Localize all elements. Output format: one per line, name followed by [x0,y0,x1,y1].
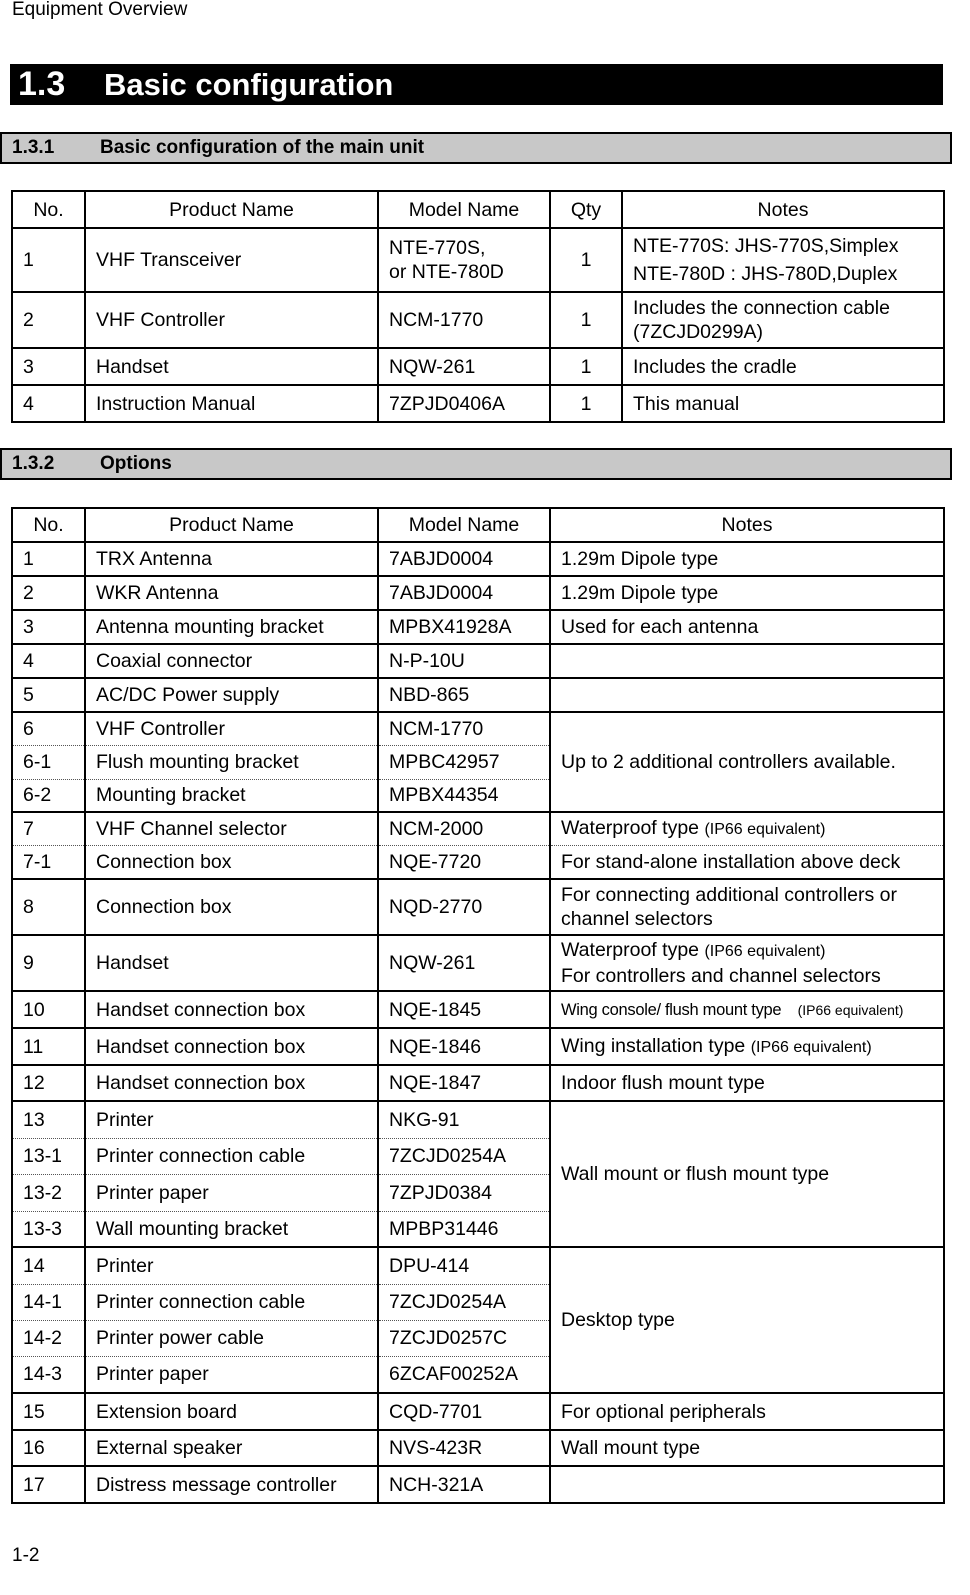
table-row [12,1466,944,1503]
cell-product: Printer connection cable [85,1138,378,1174]
cell-product: VHF Transceiver [85,228,378,292]
cell-model: NQW-261 [378,935,550,991]
cell-no: 14 [12,1247,85,1284]
subsection-title: Options [100,453,172,474]
table-row [12,385,944,422]
cell-model: MPBP31446 [378,1211,550,1247]
table-row [12,845,944,879]
cell-product: Printer power cable [85,1320,378,1356]
cell-notes [550,644,944,678]
cell-notes: For optional peripherals [550,1393,944,1430]
cell-notes: For stand-alone installation above deck [550,845,944,879]
header-cell: Qty [550,191,622,228]
cell-qty: 1 [550,385,622,422]
cell-notes-group: Wall mount or flush mount type [550,1101,944,1247]
cell-no: 14-1 [12,1284,85,1320]
cell-model: 7ZCJD0257C [378,1320,550,1356]
cell-model: N-P-10U [378,644,550,678]
note-line: Includes the connection cable [633,297,890,319]
cell-model: NQE-1847 [378,1065,550,1101]
cell-no: 3 [12,348,85,385]
cell-product: Handset connection box [85,1028,378,1065]
cell-no: 7-1 [12,845,85,879]
cell-no: 9 [12,935,85,991]
cell-no: 17 [12,1466,85,1503]
cell-product: Mounting bracket [85,779,378,812]
cell-no: 14-2 [12,1320,85,1356]
table-row [12,1028,944,1065]
running-header: Equipment Overview [12,0,188,20]
table-row [12,812,944,845]
subsection-heading-main-unit [0,132,952,164]
header-cell: Notes [622,191,944,228]
section-number: 1.3 [18,65,66,103]
table-row [12,292,944,348]
model-line: or NTE-780D [389,261,504,283]
cell-product: Extension board [85,1393,378,1430]
note-text: Waterproof type [561,816,700,839]
cell-notes [550,1466,944,1503]
table-row [12,228,944,292]
cell-no: 4 [12,385,85,422]
cell-no: 8 [12,879,85,935]
table-row [12,348,944,385]
cell-model: 7ZPJD0406A [378,385,550,422]
table-header-row [12,508,944,542]
cell-no: 13 [12,1101,85,1138]
cell-no: 16 [12,1430,85,1466]
header-cell: No. [12,508,85,542]
note-small: (IP66 equivalent) [797,1002,904,1018]
section-title: Basic configuration [104,66,394,102]
cell-product: Handset [85,348,378,385]
cell-product: Printer [85,1101,378,1138]
cell-model: NQW-261 [378,348,550,385]
cell-notes [550,1028,944,1065]
cell-notes: Includes the cradle [622,348,944,385]
table-row [12,576,944,610]
cell-model: NCH-321A [378,1466,550,1503]
cell-qty: 1 [550,292,622,348]
cell-notes: 1.29m Dipole type [550,542,944,576]
cell-model: NCM-1770 [378,292,550,348]
cell-product: Printer [85,1247,378,1284]
cell-model: 7ZCJD0254A [378,1284,550,1320]
cell-product: Printer paper [85,1174,378,1211]
note-line: NTE-770S: JHS-770S,Simplex [633,235,899,257]
cell-model: NBD-865 [378,678,550,712]
table-row [12,644,944,678]
cell-no: 14-3 [12,1356,85,1393]
cell-notes: Used for each antenna [550,610,944,644]
cell-model: 7ZCJD0254A [378,1138,550,1174]
cell-product: TRX Antenna [85,542,378,576]
cell-product: VHF Controller [85,712,378,745]
cell-no: 10 [12,991,85,1028]
cell-product: WKR Antenna [85,576,378,610]
cell-model: MPBX41928A [378,610,550,644]
cell-product: Flush mounting bracket [85,745,378,779]
cell-model: NKG-91 [378,1101,550,1138]
cell-product: Printer paper [85,1356,378,1393]
cell-notes [550,991,944,1028]
cell-notes-group: Up to 2 additional controllers available. [550,712,944,812]
cell-notes [550,879,944,935]
cell-model: 7ZPJD0384 [378,1174,550,1211]
note-line: (7ZCJD0299A) [633,321,764,343]
header-cell: Model Name [378,508,550,542]
main-unit-table [11,190,945,423]
cell-qty: 1 [550,348,622,385]
table-row [12,542,944,576]
subsection-number: 1.3.2 [12,453,55,474]
subsection-title: Basic configuration of the main unit [100,137,425,158]
cell-no: 13-1 [12,1138,85,1174]
note-small: (IP66 equivalent) [704,820,826,838]
cell-product: Connection box [85,845,378,879]
table-row [12,991,944,1028]
table-header-row [12,191,944,228]
cell-model: 6ZCAF00252A [378,1356,550,1393]
cell-product: VHF Controller [85,292,378,348]
cell-model: 7ABJD0004 [378,542,550,576]
cell-no: 6-2 [12,779,85,812]
cell-notes [622,228,944,292]
cell-notes: 1.29m Dipole type [550,576,944,610]
cell-notes: This manual [622,385,944,422]
cell-model: NVS-423R [378,1430,550,1466]
cell-model [378,228,550,292]
subsection-heading-options [0,448,952,480]
cell-no: 13-3 [12,1211,85,1247]
table-row [12,678,944,712]
cell-notes [622,292,944,348]
header-cell: No. [12,191,85,228]
cell-model: NQE-1845 [378,991,550,1028]
note-text: Wing console/ flush mount type [561,1001,782,1019]
header-cell: Model Name [378,191,550,228]
cell-model: NCM-1770 [378,712,550,745]
note-small: (IP66 equivalent) [750,1038,872,1056]
cell-product: Handset [85,935,378,991]
cell-no: 1 [12,542,85,576]
cell-model: CQD-7701 [378,1393,550,1430]
cell-no: 13-2 [12,1174,85,1211]
table-row [12,879,944,935]
cell-no: 5 [12,678,85,712]
cell-qty: 1 [550,228,622,292]
cell-product: Connection box [85,879,378,935]
table-row [12,610,944,644]
cell-product: AC/DC Power supply [85,678,378,712]
cell-no: 11 [12,1028,85,1065]
table-row [12,1430,944,1466]
cell-model: DPU-414 [378,1247,550,1284]
header-cell: Product Name [85,508,378,542]
note-text: Waterproof type [561,939,700,961]
cell-product: Wall mounting bracket [85,1211,378,1247]
cell-product: Handset connection box [85,991,378,1028]
note-line: NTE-780D : JHS-780D,Duplex [633,263,898,285]
cell-product: External speaker [85,1430,378,1466]
table-row [12,712,944,745]
table-row [12,1101,944,1138]
note-line: For controllers and channel selectors [561,965,881,987]
cell-notes: Indoor flush mount type [550,1065,944,1101]
model-line: NTE-770S, [389,237,486,259]
cell-model: NQE-7720 [378,845,550,879]
table-row [12,1247,944,1284]
cell-product: Distress message controller [85,1466,378,1503]
cell-no: 15 [12,1393,85,1430]
cell-product: VHF Channel selector [85,812,378,845]
cell-notes-group: Desktop type [550,1247,944,1393]
cell-notes [550,678,944,712]
page-number: 1-2 [12,1545,40,1566]
note-line: channel selectors [561,908,713,930]
cell-no: 7 [12,812,85,845]
cell-model: 7ABJD0004 [378,576,550,610]
cell-notes: Wall mount type [550,1430,944,1466]
subsection-number: 1.3.1 [12,137,55,158]
cell-no: 6 [12,712,85,745]
section-heading [10,64,943,105]
cell-product: Instruction Manual [85,385,378,422]
cell-model: NQE-1846 [378,1028,550,1065]
table-row [12,935,944,991]
cell-no: 12 [12,1065,85,1101]
note-line: For connecting additional controllers or [561,884,898,906]
header-cell: Notes [550,508,944,542]
options-table [11,507,945,1504]
cell-product: Printer connection cable [85,1284,378,1320]
cell-no: 6-1 [12,745,85,779]
cell-notes [550,812,944,845]
note-text: Wing installation type [561,1034,746,1057]
cell-model: NCM-2000 [378,812,550,845]
cell-no: 3 [12,610,85,644]
cell-product: Coaxial connector [85,644,378,678]
cell-no: 1 [12,228,85,292]
cell-no: 2 [12,576,85,610]
header-cell: Product Name [85,191,378,228]
cell-model: NQD-2770 [378,879,550,935]
cell-product: Handset connection box [85,1065,378,1101]
table-row [12,1393,944,1430]
cell-product: Antenna mounting bracket [85,610,378,644]
cell-model: MPBC42957 [378,745,550,779]
note-small: (IP66 equivalent) [704,943,826,960]
cell-no: 4 [12,644,85,678]
table-row [12,1065,944,1101]
cell-model: MPBX44354 [378,779,550,812]
cell-no: 2 [12,292,85,348]
cell-notes [550,935,944,991]
